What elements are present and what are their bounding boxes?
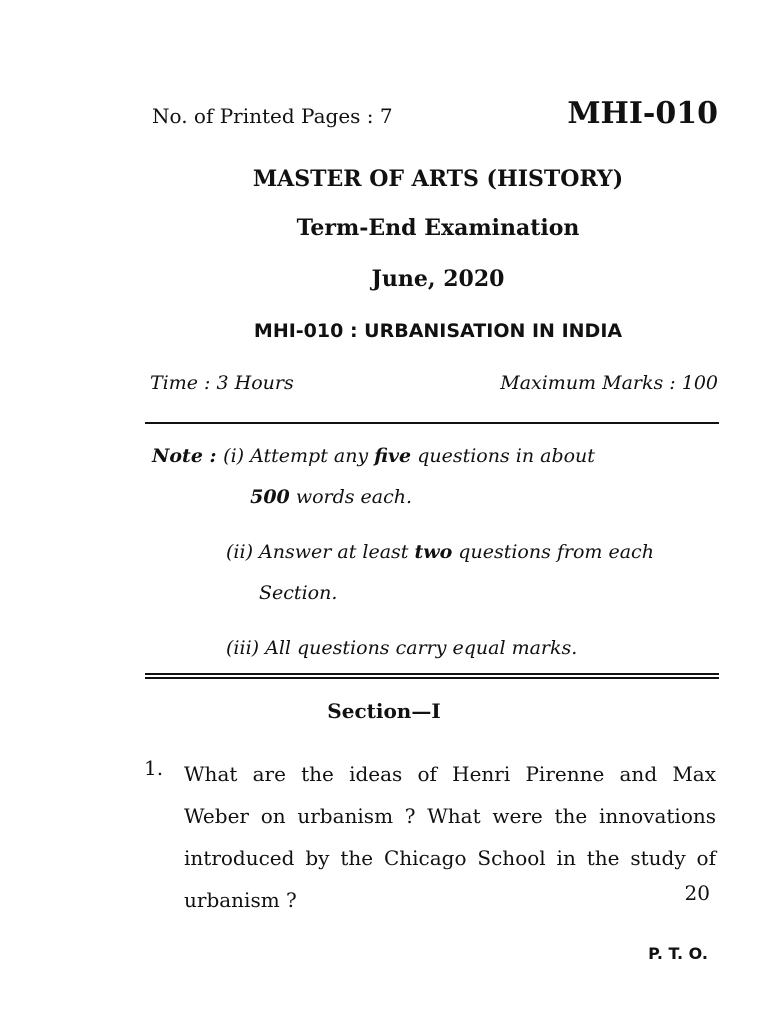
time-allowed: Time : 3 Hours (150, 372, 294, 394)
note-emphasis: 500 (250, 486, 290, 508)
question-text: What are the ideas of Henri Pirenne and Max Weber on urbanism ? What were the innovations introduced by the Chicago School in the study of urbanism ? (184, 762, 716, 912)
note-text-part: Attempt any (250, 445, 375, 467)
note-item-number: (iii) (226, 637, 266, 659)
course-title: MHI-010 : URBANISATION IN INDIA (253, 320, 623, 342)
note-text-part: words each. (289, 486, 413, 508)
please-turn-over: P. T. O. (648, 944, 708, 963)
divider (145, 673, 719, 675)
divider (145, 422, 719, 424)
note-item (152, 532, 718, 614)
exam-title: Term-End Examination (296, 215, 580, 241)
instructions-note (152, 436, 718, 669)
course-code: MHI-010 (567, 96, 718, 131)
exam-date: June, 2020 (371, 266, 505, 292)
printed-pages-count: No. of Printed Pages : 7 (152, 104, 393, 128)
question-number: 1. (144, 756, 164, 780)
note-item (152, 628, 718, 669)
note-text-part: questions in about (411, 445, 595, 467)
note-item-text (259, 532, 707, 614)
note-emphasis: five (374, 445, 412, 467)
note-text-part: questions from each Section. (259, 541, 654, 604)
note-emphasis: two (414, 541, 453, 563)
note-heading: Note : (152, 445, 224, 467)
divider (145, 677, 719, 679)
note-item-text: All questions carry equal marks. (265, 637, 578, 659)
maximum-marks: Maximum Marks : 100 (500, 372, 718, 394)
question-marks: 20 (684, 881, 710, 905)
note-item-number: (i) (223, 445, 251, 467)
note-item-number: (ii) (226, 541, 260, 563)
note-item-text (250, 436, 595, 518)
note-item (152, 436, 718, 518)
note-text-part: Answer at least (259, 541, 415, 563)
section-title: Section—I (327, 699, 441, 723)
degree-title: MASTER OF ARTS (HISTORY) (252, 166, 624, 192)
